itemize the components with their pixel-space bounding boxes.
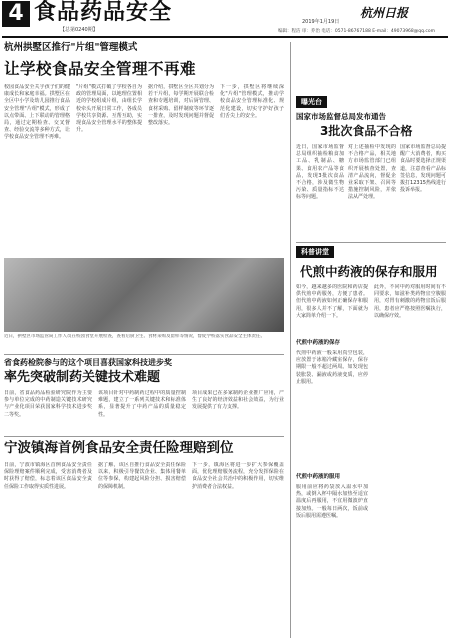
editor-credits: 编辑：程洁 审：乔治 电话：0571-86767188 E-mail：49073968@qq.com xyxy=(278,29,436,34)
notice-kicker: 国家市场监督总局发布通告 xyxy=(296,112,386,121)
issue-date: 2019年1月19日 xyxy=(302,19,340,25)
tech-col-3: 项目成果已在多家制药企业推广应用，产生了良好的经济效益和社会效益，为行业发展提供了有力支撑。 xyxy=(192,390,284,411)
notice-col-3: 国家市场监督总局提醒广大消费者，购买食品时要选择正规渠道，注意查看产品标签信息，发现问题可拨打12315热线进行投诉举报。 xyxy=(400,144,446,194)
science-col-3: 服用前应将药袋放入温水中加热，或倒入杯中隔水加热至适宜温度后再服用，不宜用微波炉直接加热。一般每日两次，饭前或饭后服用需遵医嘱。 xyxy=(296,484,368,519)
science-band: 科普讲堂 xyxy=(296,246,334,258)
ningbo-col-3: 下一步，镇海区将进一步扩大参保覆盖面，优化理赔服务流程，充分发挥保险在食品安全社会共治中的积极作用，切实维护消费者合法权益。 xyxy=(192,462,284,490)
science-sub-dosage: 代煎中药液的服用 xyxy=(296,474,341,480)
lead-photo-caption: 近日，拱墅区市场监管局工作人员在校园食堂开展检查，查看后厨卫生、食材采购及留样等情况，督促学校落实食品安全主体责任。 xyxy=(4,334,265,339)
science-col-4: 此外，不同中药对服用时间有不同要求，如滋补类药物宜空腹服用，对胃有刺激的药物宜饭后服用，患者应严格按照医嘱执行，以确保疗效。 xyxy=(374,284,446,319)
section-title: 食品药品安全 xyxy=(34,0,173,25)
science-col-2: 代煎中药液一般采用真空包装，应放置于冰箱冷藏室保存，保存期限一般不超过两周。如发现包装胀袋、漏液或药液变质，应停止服用。 xyxy=(296,350,368,385)
tech-col-1: 日前，省食品药品检验研究院作为主要参与单位完成的中药制造关键技术研究与产业化项目荣获国家科学技术进步奖二等奖。 xyxy=(4,390,92,418)
science-col-1: 如今，越来越多的医院和药店提供代煎中药服务，方便了患者。但代煎中药液如何正确保存和服用，很多人并不了解，下面就为大家简单介绍一下。 xyxy=(296,284,368,319)
ningbo-headline: 宁波镇海首例食品安全责任险理赔到位 xyxy=(4,440,234,456)
divider xyxy=(4,436,284,437)
tech-col-2: 该项目针对中药制药过程中的质量控制难题，建立了一系列关键技术和标准体系，显著提升了中药产品的质量稳定性。 xyxy=(98,390,186,418)
masthead-rule xyxy=(2,36,448,38)
notice-band: 曝光台 xyxy=(296,96,327,108)
science-headline: 代煎中药液的保存和服用 xyxy=(300,264,438,279)
lead-headline: 让学校食品安全管理不再难 xyxy=(4,60,197,78)
column-separator xyxy=(290,42,291,638)
science-sub-storage: 代煎中药液的保存 xyxy=(296,340,341,346)
divider xyxy=(4,354,284,355)
issue-number: 【总第0240期】 xyxy=(60,27,98,33)
divider xyxy=(296,242,446,243)
notice-col-2: 对上述抽检中发现的不合格产品，相关地方市场监管部门已组织开展核查处置，查清产品流向，督促企业采取下架、召回等措施控制风险，并依法从严处理。 xyxy=(348,144,396,201)
ningbo-col-2: 据了解，该区自推行食品安全责任保险以来，积极引导餐饮企业、集体用餐单位等参保，构建起风险分担、损害赔偿的保障机制。 xyxy=(98,462,186,490)
ningbo-col-1: 日前，宁波市镇海区首例食品安全责任保险理赔案件顺利完成，受害消费者及时获得了赔偿，标志着该区食品安全责任保险工作取得实质性进展。 xyxy=(4,462,92,490)
notice-col-1: 近日，国家市场监督总局组织抽检粮食加工品、乳制品、糖果、食用农产品等食品，发现3批次食品不合格，涉及微生物污染、质量指标不达标等问题。 xyxy=(296,144,344,201)
lead-col-4: 下一步，拱墅区将继续深化"片组"管理模式，推动学校食品安全管理标准化、规范化建设，切实守护好孩子们舌尖上的安全。 xyxy=(220,84,284,119)
lead-photo xyxy=(4,258,284,332)
tech-headline: 率先突破制药关键技术难题 xyxy=(4,370,161,385)
lead-col-1: 校园食品安全关乎孩子们的健康成长和家庭幸福。拱墅区在全区中小学及幼儿园推行食品安全管理"片组"模式，形成了以点带面、上下联动的管理格局，通过定期检查、交叉督查、经验交流等多种方式，让学校食品安全管理不再难。 xyxy=(4,84,70,141)
lead-kicker: 杭州拱墅区推行"片组"管理模式 xyxy=(4,42,138,53)
page-number: 4 xyxy=(2,1,30,27)
newspaper-brand: 杭州日报 xyxy=(360,6,409,20)
lead-col-2: "片组"模式打破了学校各自为政的管理局面，以地理位置相近的学校组成片组，由组长学校牵头开展日常工作，各成员学校共享资源、互帮互助，实现食品安全管理水平的整体提升。 xyxy=(76,84,142,134)
notice-headline: 3批次食品不合格 xyxy=(320,124,413,138)
tech-kicker: 省食药检院参与的这个项目喜获国家科技进步奖 xyxy=(4,358,172,367)
lead-col-3: 据介绍，拱墅区全区共划分为若干片组，每学期开展联合检查和专题培训，对后厨管理、食材采购、留样制度等环节逐一排查，及时发现问题并督促整改落实。 xyxy=(148,84,214,127)
